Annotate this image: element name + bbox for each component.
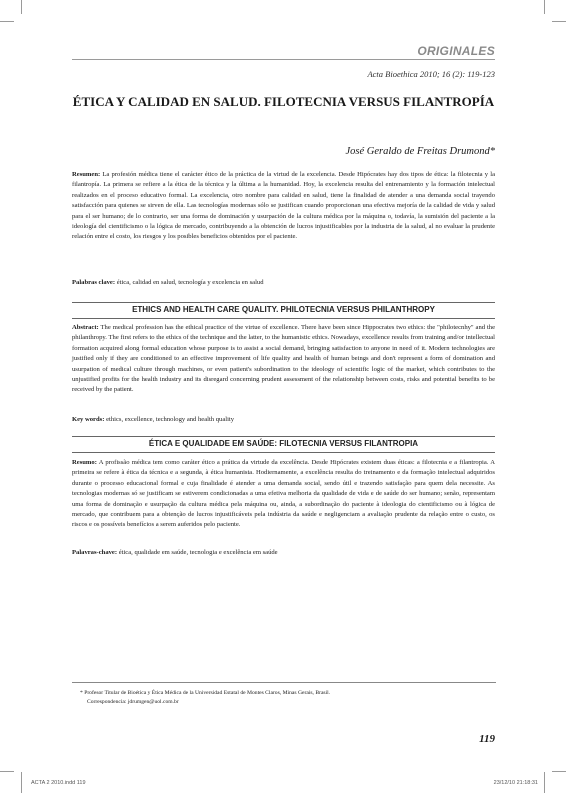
- crop-mark: [552, 21, 566, 22]
- print-slug-date: 23/12/10 21:18:31: [493, 780, 538, 786]
- crop-mark: [544, 772, 545, 793]
- journal-citation: Acta Bioethica 2010; 16 (2): 119-123: [367, 69, 495, 79]
- crop-mark: [544, 0, 545, 14]
- spanish-abstract-text: La profesión médica tiene el carácter ético de la práctica de la virtud de la excelencia. Desde Hipócrates hay dos tipos de ética: la filotecnia y la filantropía. La primera se refiere a la ética de la técnica y la última a la humanidad. Hoy, la excelencia resulta del entrenamiento y la formación intelectual realizados en el proceso educativo formal. La excelencia, otro nombre para calidad en salud, tiene la finalidad de atender a una demanda social trayendo satisfacción para quienes se sirven de ella. Las tecnologías modernas sólo se justifican cuando proporcionan una efectiva mejoría de la calidad de vida y salud para el ser humano; de lo contrario, ser una forma de dominación y usurpación de la cultura médica por la máquina o, todavía, la sumisión del paciente a la ideología del cientificismo o la lógica de mercado, contribuyendo a la obtención de lucros injustificables por la industria de la salud, al no evaluar la prudente relación entre el costo, los riesgos y los posibles beneficios obtenidos por el paciente.: [72, 171, 495, 241]
- english-top-rule: [72, 302, 495, 303]
- footnote-divider: [72, 682, 496, 683]
- footnote-affiliation-line: [80, 689, 495, 698]
- spanish-keywords: [72, 278, 495, 288]
- english-abstract: [72, 323, 495, 396]
- crop-mark: [21, 0, 22, 14]
- english-abstract-label: Abstract:: [72, 324, 99, 331]
- english-keywords: [72, 415, 495, 425]
- portuguese-abstract: [72, 458, 495, 531]
- portuguese-keywords-label: Palavras-chave:: [72, 549, 118, 556]
- footnote-affiliation: Profesor Titular de Bioética y Ética Médica de la Universidad Estatal de Montes Claros, Minas Gerais, Brasil.: [84, 690, 331, 696]
- spanish-abstract: [72, 170, 495, 243]
- spanish-keywords-text: ética, calidad en salud, tecnología y excelencia en salud: [116, 279, 264, 286]
- english-bottom-rule: [72, 318, 495, 319]
- print-slug-file: ACTA 2 2010.indd 119: [31, 780, 86, 786]
- crop-mark: [552, 771, 566, 772]
- page-number: 119: [479, 733, 495, 745]
- portuguese-abstract-text: A profissão médica tem como caráter ético a prática da virtude da excelência. Desde Hipócrates existem duas éticas: a filotecnia e a filantropia. A primeira se refere à ética da técnica e a segunda, à ética humanista. Hodiernamente, a excelência resulta do treinamento e da formação intelectual adquiridos durante o processo educacional formal e cuja finalidade é atender a uma demanda social, sendo útil e trazendo satisfação para quem dela necessite. As tecnologias modernas só se justificam se estiverem condicionadas a uma efetiva melhoria da qualidade de vida e de saúde do ser humano; senão, representam uma forma de dominação e usurpação da cultura médica pela máquina ou, ainda, a subordinação do paciente à ideologia do cientificismo ou à lógica de mercado, que contribuem para a obtenção de lucros injustificáveis pela indústria da saúde e negligenciam a avaliação prudente da relação entre o custo, os riscos e os possíveis benefícios a serem auferidos pelo paciente.: [72, 459, 495, 529]
- spanish-abstract-label: Resumen:: [72, 171, 101, 178]
- author-name: José Geraldo de Freitas Drumond*: [345, 146, 495, 157]
- portuguese-keywords-text: ética, qualidade em saúde, tecnologia e excelência em saúde: [118, 549, 278, 556]
- portuguese-bottom-rule: [72, 452, 495, 453]
- english-keywords-label: Key words:: [72, 416, 105, 423]
- portuguese-abstract-label: Resumo:: [72, 459, 97, 466]
- footnote-marker: *: [80, 690, 83, 696]
- crop-mark: [0, 21, 14, 22]
- portuguese-keywords: [72, 548, 495, 558]
- section-label: ORIGINALES: [417, 44, 495, 58]
- spanish-keywords-label: Palabras clave:: [72, 279, 116, 286]
- footnote: [80, 689, 495, 707]
- english-heading: ETHICS AND HEALTH CARE QUALITY. PHILOTECNIA VERSUS PHILANTHROPY: [132, 305, 435, 314]
- portuguese-top-rule: [72, 436, 495, 437]
- crop-mark: [21, 772, 22, 793]
- article-title: ÉTICA Y CALIDAD EN SALUD. FILOTECNIA VERSUS FILANTROPÍA: [72, 94, 495, 109]
- english-abstract-text: The medical profession has the ethical practice of the virtue of excellence. There have been since Hippocrates two ethics: the "philotecnhy" and the philanthropy. The first refers to the ethics of the technique and the latter, to the humanistic ethics. Nowadays, excellence results from training and/or intellectual formation acquired along formal education whose purpose is to assist a social demand, bringing satisfaction to anyone in need of it. Modern technologies are justified only if they are conditioned to an effective improvement of life quality and health of human beings and don't represent a form of domination and usurpation of medical culture through machines, or even patient's subordination to the ideology of scientific logic of the market, which contributes to the unjustified profits for the health industry and its disregard concerning prudent assessment of the relationship between costs, risks and potential benefits to be received by the patient.: [72, 324, 496, 394]
- header-divider: [72, 59, 495, 60]
- english-keywords-text: ethics, excellence, technology and health quality: [106, 416, 235, 423]
- footnote-correspondence: Correspondencia: jdrumgen@uol.com.br: [87, 699, 179, 705]
- crop-mark: [0, 771, 14, 772]
- portuguese-heading: ÉTICA E QUALIDADE EM SAÚDE: FILOTECNIA VERSUS FILANTROPIA: [148, 439, 419, 448]
